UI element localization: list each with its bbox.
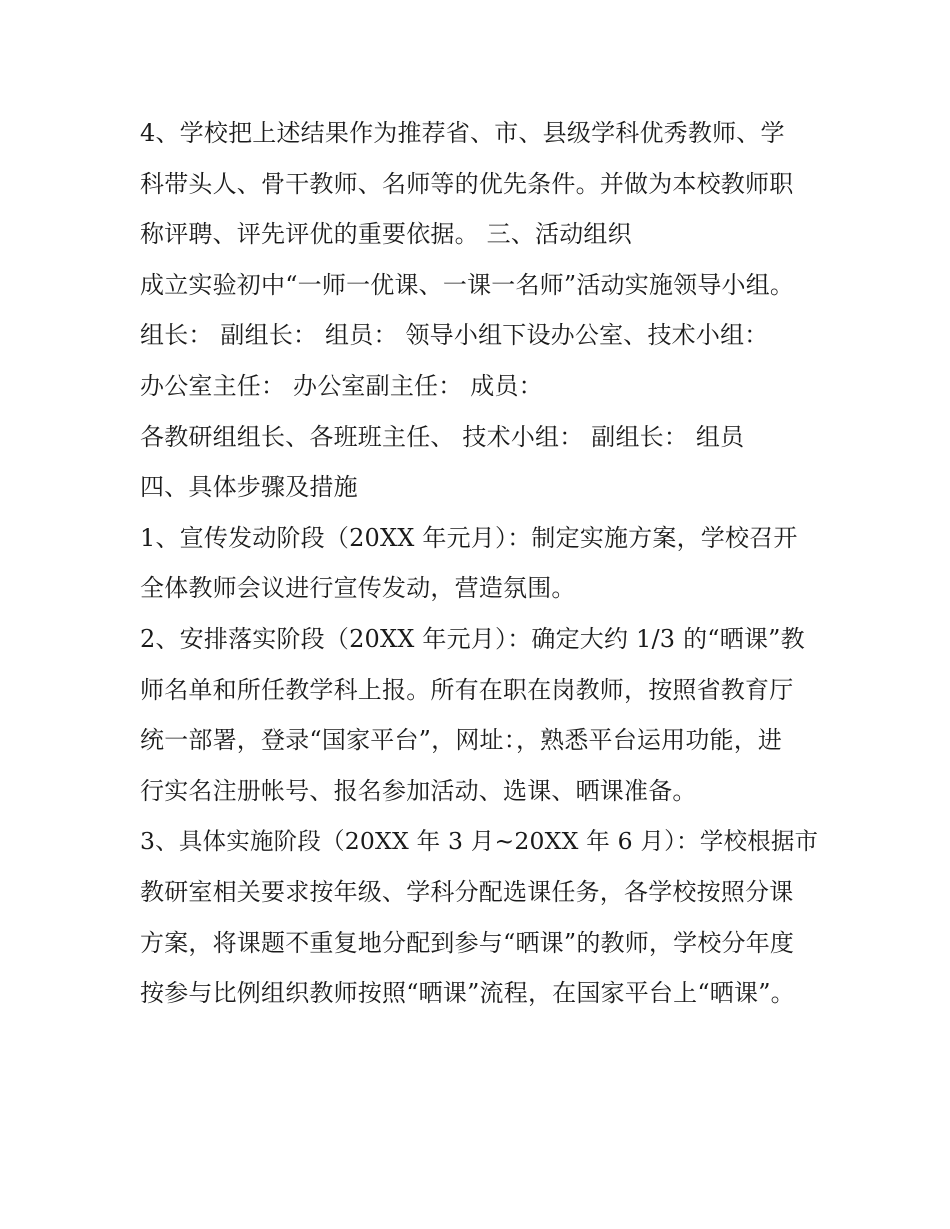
text-line: 科带头人、骨干教师、名师等的优先条件。并做为本校教师职 <box>140 169 794 198</box>
text-line: 统一部署，登录“国家平台”，网址：，熟悉平台运用功能，进 <box>140 726 783 755</box>
text-line: 行实名注册帐号、报名参加活动、选课、晒课准备。 <box>140 776 697 805</box>
text-line: 3、具体实施阶段（20XX 年 3 月~20XX 年 6 月）：学校根据市 <box>140 827 819 856</box>
text-line: 组长： 副组长： 组员： 领导小组下设办公室、技术小组： <box>140 321 769 350</box>
text-line: 方案，将课题不重复地分配到参与“晒课”的教师，学校分年度 <box>140 928 795 957</box>
text-line: 教研室相关要求按年级、学科分配选课任务，各学校按照分课 <box>140 877 794 906</box>
text-line: 成立实验初中“一师一优课、一课一名师”活动实施领导小组。 <box>140 270 795 299</box>
section-heading: 四、具体步骤及措施 <box>140 473 358 502</box>
text-line: 称评聘、评先评优的重要依据。 三、活动组织 <box>140 220 632 249</box>
text-line: 各教研组组长、各班班主任、 技术小组： 副组长： 组员 <box>140 422 745 451</box>
text-line: 按参与比例组织教师按照“晒课”流程，在国家平台上“晒课”。 <box>140 979 795 1008</box>
text-line: 办公室主任： 办公室副主任： 成员： <box>140 371 543 400</box>
text-line: 4、学校把上述结果作为推荐省、市、县级学科优秀教师、学 <box>140 119 785 147</box>
text-line: 1、宣传发动阶段（20XX 年元月）：制定实施方案，学校召开 <box>140 523 798 552</box>
document-body <box>140 108 830 1019</box>
text-line: 全体教师会议进行宣传发动，营造氛围。 <box>140 574 576 603</box>
text-line: 2、安排落实阶段（20XX 年元月）：确定大约 1/3 的“晒课”教 <box>140 624 805 653</box>
text-line: 师名单和所任教学科上报。所有在职在岗教师，按照省教育厅 <box>140 675 794 704</box>
